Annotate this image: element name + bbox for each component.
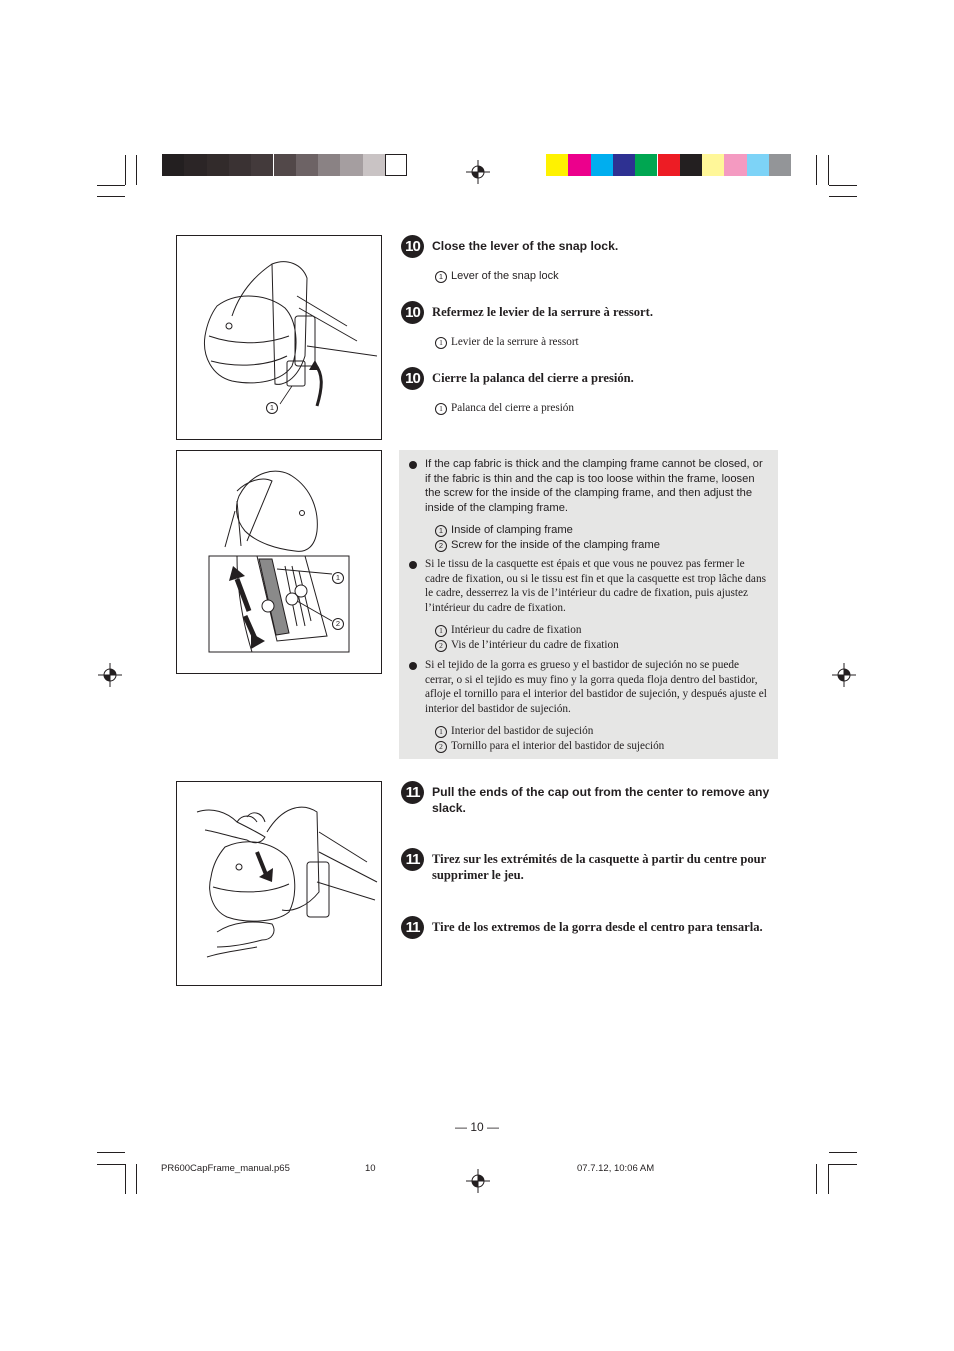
- step-badge: 10: [401, 235, 424, 258]
- step-11-en: [401, 781, 781, 821]
- callout-screw: 2: [332, 618, 344, 630]
- pull-cap-illustration: [177, 782, 381, 985]
- note-en: [409, 457, 769, 552]
- calibration-swatch: [162, 154, 184, 176]
- step-badge: 10: [401, 367, 424, 390]
- footer-filename: PR600CapFrame_manual.p65: [161, 1163, 290, 1174]
- step-item: 1 Palanca del cierre a presión: [435, 402, 574, 415]
- registration-mark-right: [832, 663, 856, 687]
- callout-inside-frame: 1: [332, 572, 344, 584]
- clamping-frame-illustration: [177, 451, 381, 673]
- calibration-swatch: [318, 154, 340, 176]
- step-title: Pull the ends of the cap out from the center to remove any slack.: [432, 785, 770, 815]
- step-title: Close the lever of the snap lock.: [432, 239, 619, 253]
- bullet-icon: [409, 662, 417, 670]
- step-title: Tirez sur les extrémités de la casquette à partir du centre pour supprimer le jeu.: [432, 852, 767, 882]
- registration-mark-left: [98, 663, 122, 687]
- note-items: 1 Inside of clamping frame 2 Screw for the inside of the clamping frame: [435, 523, 769, 552]
- calibration-swatch: [546, 154, 568, 176]
- figure-pull-cap: [176, 781, 382, 986]
- note-text: Si el tejido de la gorra es grueso y el bastidor de sujeción no se puede cerrar, o si el tejido es muy fino y la gorra queda floja dentro del bastidor, afloje el tornillo para el interior del bastidor de sujeción, y después ajuste el interior del bastidor de sujeción.: [425, 659, 767, 715]
- figure-clamping-frame: [176, 450, 382, 674]
- page-number: — 10 —: [454, 1120, 499, 1134]
- calibration-swatch: [747, 154, 769, 176]
- calibration-swatch: [385, 154, 407, 176]
- bullet-icon: [409, 461, 417, 469]
- step-11-es: [401, 916, 781, 956]
- footer-page: 10: [365, 1163, 376, 1174]
- step-badge: 11: [401, 848, 424, 871]
- calibration-swatch: [363, 154, 385, 176]
- note-text: Si le tissu de la casquette est épais et que vous ne pouvez pas fermer le cadre de fixation, ou si le tissu est fin et que la casquette est trop lâche dans le cadre, desserrez la vis de l’intérieur du cadre de fixation, puis ajustez l’intérieur du cadre de fixation.: [425, 558, 766, 614]
- step-title: Refermez le levier de la serrure à ressort.: [432, 305, 653, 319]
- note-items: 1 Intérieur du cadre de fixation 2 Vis de l’intérieur du cadre de fixation: [435, 623, 769, 652]
- calibration-swatch: [702, 154, 724, 176]
- step-title: Cierre la palanca del cierre a presión.: [432, 371, 634, 385]
- callout-lever: 1: [266, 402, 278, 414]
- note-items: 1 Interior del bastidor de sujeción 2 Tornillo para el interior del bastidor de sujeción: [435, 724, 769, 753]
- calibration-swatch: [568, 154, 590, 176]
- calibration-swatch: [340, 154, 362, 176]
- note-box: [399, 450, 778, 759]
- calibration-swatch: [658, 154, 680, 176]
- step-badge: 11: [401, 781, 424, 804]
- step-10-en: [401, 235, 781, 285]
- note-es: [409, 658, 769, 753]
- registration-mark-top: [466, 160, 490, 184]
- cap-frame-illustration: [177, 236, 381, 439]
- step-item: 1 Lever of the snap lock: [435, 270, 559, 283]
- calibration-swatch: [184, 154, 206, 176]
- figure-snap-lock: [176, 235, 382, 440]
- note-fr: [409, 557, 769, 652]
- calibration-swatch: [229, 154, 251, 176]
- step-title: Tire de los extremos de la gorra desde el centro para tensarla.: [432, 920, 763, 934]
- step-badge: 11: [401, 916, 424, 939]
- calibration-swatch: [613, 154, 635, 176]
- step-badge: 10: [401, 301, 424, 324]
- step-item: 1 Levier de la serrure à ressort: [435, 336, 579, 349]
- calibration-swatch: [591, 154, 613, 176]
- registration-mark-bottom: [466, 1169, 490, 1193]
- calibration-swatch: [724, 154, 746, 176]
- bullet-icon: [409, 561, 417, 569]
- calibration-swatch: [207, 154, 229, 176]
- calibration-swatch: [251, 154, 273, 176]
- note-text: If the cap fabric is thick and the clamping frame cannot be closed, or if the fabric is thin and the cap is too loose within the frame, loosen the screw for the inside of the clamping frame, and then adjust the inside of the clamping frame.: [425, 458, 763, 514]
- calibration-swatch: [635, 154, 657, 176]
- calibration-swatch: [274, 154, 296, 176]
- calibration-swatch: [296, 154, 318, 176]
- footer-datetime: 07.7.12, 10:06 AM: [577, 1163, 655, 1174]
- step-10-fr: [401, 301, 781, 351]
- step-10-es: [401, 367, 781, 417]
- calibration-swatch: [680, 154, 702, 176]
- calibration-swatch: [769, 154, 791, 176]
- step-11-fr: [401, 848, 781, 888]
